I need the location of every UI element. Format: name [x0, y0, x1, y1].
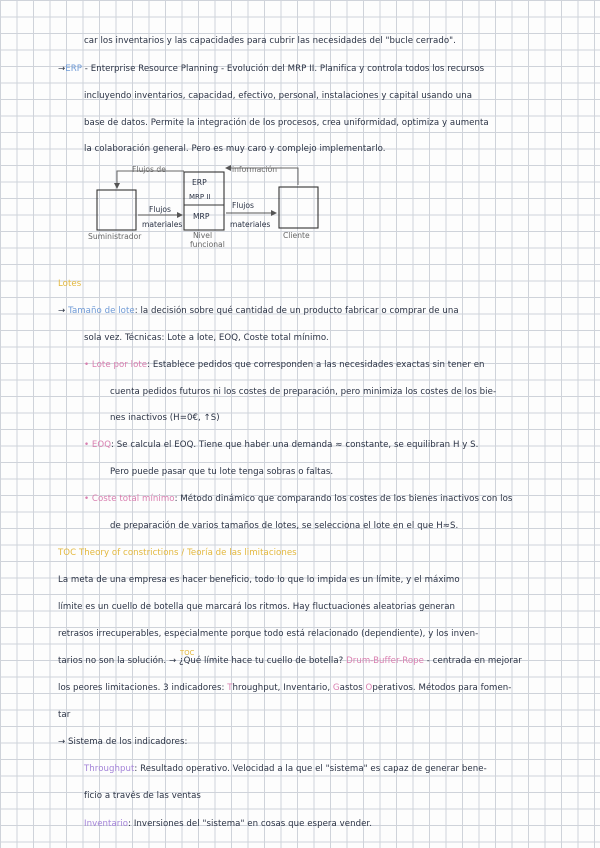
- client-box: [279, 187, 318, 228]
- ctm-line-2: de preparación de varios tamaños de lotes, se selecciona el lote en el que H≈S.: [110, 521, 459, 531]
- bullet-icon: •: [84, 440, 90, 450]
- indicator-g: G: [332, 683, 340, 693]
- diagram-nivel: Nivel: [193, 231, 213, 240]
- lotes-heading: Lotes: [58, 279, 82, 289]
- toc-line-3: retrasos irrecuperables, especialmente porque todo está relacionado (dependiente), y los inven-: [58, 629, 479, 639]
- sistema-line: → Sistema de los indicadores:: [58, 737, 188, 747]
- throughput-line-2: ficio a través de las ventas: [84, 791, 201, 801]
- dbr-term: Drum-Buffer-Rope: [346, 656, 424, 666]
- intro-line: car los inventarios y las capacidades para cubrir las necesidades del "bucle cerrado".: [84, 36, 456, 46]
- toc-line-5c: astos: [339, 683, 366, 693]
- toc-heading: TOC Theory of constrictions / Teoría de las limitaciones: [58, 548, 297, 558]
- diagram-suministrador: Suministrador: [88, 232, 142, 241]
- toc-line-5b: hroughput, Inventario,: [232, 683, 333, 693]
- toc-line-4: [58, 655, 522, 667]
- diagram-flujos-right-1: Flujos: [232, 201, 255, 210]
- inventario-term: Inventario: [84, 819, 129, 829]
- diagram-erp: ERP: [192, 178, 207, 187]
- eoq-text: : Se calcula el EOQ. Tiene que haber una demanda ≈ constante, se equilibran H y S.: [111, 440, 479, 450]
- toc-line-1: La meta de una empresa es hacer beneficio, todo lo que lo impida es un límite, y el máximo: [58, 575, 460, 585]
- tamano-lote-term: Tamaño de lote: [68, 306, 135, 316]
- erp-text: Enterprise Resource Planning - Evolución del MRP II. Planifica y controla todos los recursos: [90, 64, 485, 74]
- eoq-line-1: [84, 439, 478, 451]
- indicator-t: T: [227, 683, 233, 693]
- eoq-term: EOQ: [91, 440, 112, 450]
- toc-line-2: límite es un cuello de botella que marcará los ritmos. Hay fluctuaciones aleatorias generan: [58, 602, 456, 612]
- lotes-line-1: [58, 305, 459, 317]
- toc-line-5: [58, 682, 511, 694]
- inventario-line-1: [84, 818, 372, 830]
- arrow-icon: →: [58, 306, 66, 316]
- toc-small-label: TOC: [180, 649, 195, 657]
- toc-line-4a: tarios no son la solución.: [58, 656, 167, 666]
- erp-line-3: base de datos. Permite la integración de los procesos, crea uniformidad, optimiza y aumenta: [84, 118, 489, 128]
- inventario-text: : Inversiones del "sistema" en cosas que espera vender.: [128, 819, 372, 829]
- lal-line-2: cuenta pedidos futuros ni los costes de preparación, pero minimiza los costes de los bie-: [110, 387, 497, 397]
- supplier-box: [97, 190, 136, 230]
- arrow-icon: →: [58, 64, 66, 74]
- toc-line-6: tar: [58, 710, 71, 720]
- erp-line-4: la colaboración general. Pero es muy caro y complejo implementarlo.: [84, 144, 386, 154]
- diagram-informacion: información: [232, 165, 278, 174]
- bullet-icon: •: [84, 494, 90, 504]
- diagram-cliente: Cliente: [283, 231, 310, 240]
- ctm-line-1: [84, 493, 512, 505]
- lal-text: : Establece pedidos que corresponden a las necesidades exactas sin tener en: [147, 360, 485, 370]
- erp-separator: -: [82, 64, 91, 74]
- diagram-flujos-left-2: materiales: [142, 220, 183, 229]
- diagram-mrp2: MRP II: [189, 193, 211, 201]
- eoq-line-2: Pero puede pasar que tu lote tenga sobras o faltas.: [110, 467, 334, 477]
- lal-line-1: [84, 359, 485, 371]
- ctm-term: Coste total mínimo: [91, 494, 175, 504]
- throughput-text: : Resultado operativo. Velocidad a la que el "sistema" es capaz de generar bene-: [134, 764, 487, 774]
- bullet-icon: •: [84, 360, 90, 370]
- lal-line-3: nes inactivos (H=0€, ↑S): [110, 413, 220, 423]
- throughput-term: Throughput: [84, 764, 135, 774]
- diagram-flujos-left-1: Flujos: [149, 205, 172, 214]
- erp-line-2: incluyendo inventarios, capacidad, efectivo, personal, instalaciones y capital usando una: [84, 91, 473, 101]
- diagram-mrp: MRP: [193, 212, 210, 221]
- toc-question: → ¿Qué límite hace tu cuello de botella?: [166, 656, 347, 666]
- diagram-flujos-right-2: materiales: [230, 220, 271, 229]
- diagram-funcional: funcional: [190, 240, 225, 249]
- lotes-text: : la decisión sobre qué cantidad de un producto fabricar o comprar de una: [134, 306, 459, 316]
- toc-line-5a: los peores limitaciones. 3 indicadores:: [58, 683, 228, 693]
- throughput-line-1: [84, 763, 487, 775]
- erp-term: ERP: [65, 64, 82, 74]
- lal-term: Lote por lote: [91, 360, 148, 370]
- toc-line-5d: perativos. Métodos para fomen-: [372, 683, 512, 693]
- toc-line-4c: - centrada en mejorar: [424, 656, 522, 666]
- ctm-text: : Método dinámico que comparando los costes de los bienes inactivos con los: [174, 494, 513, 504]
- indicator-o: O: [365, 683, 373, 693]
- diagram-flujos-de: Flujos de: [132, 165, 166, 174]
- lotes-line-2: sola vez. Técnicas: Lote a lote, EOQ, Coste total mínimo.: [84, 333, 329, 343]
